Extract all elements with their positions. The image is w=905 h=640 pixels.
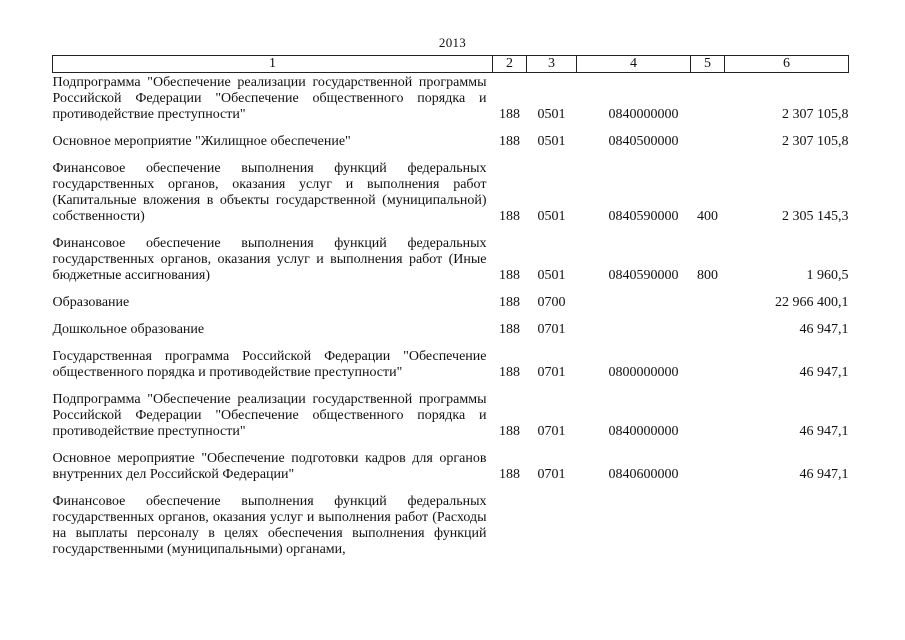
header-col-name: 1 <box>53 56 493 73</box>
row-section: 0701 <box>537 424 566 439</box>
row-target-item <box>577 295 691 322</box>
row-name: Основное мероприятие "Жилищное обеспечение" <box>52 134 351 149</box>
row-expense-type <box>691 494 725 558</box>
page-number: 2013 <box>438 35 467 50</box>
row-expense-type: 800 <box>697 268 718 283</box>
row-target-item: 0840590000 <box>608 209 679 224</box>
header-col-grbs: 2 <box>493 56 527 73</box>
row-grbs: 188 <box>499 467 520 482</box>
row-section: 0501 <box>537 107 566 122</box>
row-name: Дошкольное образование <box>52 322 205 337</box>
table-body <box>53 73 849 559</box>
row-expense-type <box>691 451 725 494</box>
row-expense-type <box>691 73 725 135</box>
table-row <box>53 134 849 161</box>
row-grbs <box>493 494 527 558</box>
row-target-item <box>577 494 691 558</box>
header-col-section: 3 <box>527 56 577 73</box>
row-section: 0501 <box>537 268 566 283</box>
row-target-item: 0840600000 <box>608 467 679 482</box>
row-expense-type: 400 <box>697 209 718 224</box>
row-target-item <box>577 322 691 349</box>
table-row <box>53 236 849 295</box>
table-row <box>53 494 849 558</box>
header-col-amount: 6 <box>725 56 849 73</box>
table-row <box>53 451 849 494</box>
row-name: Подпрограмма "Обеспечение реализации государственной программы Российской Федерации "Обеспечение общественного порядка и противодействие преступности" <box>52 75 487 122</box>
row-grbs: 188 <box>499 107 520 122</box>
row-grbs: 188 <box>499 209 520 224</box>
row-amount: 2 307 105,8 <box>782 107 849 122</box>
row-amount: 2 307 105,8 <box>782 134 849 149</box>
row-expense-type <box>691 349 725 392</box>
row-name: Подпрограмма "Обеспечение реализации государственной программы Российской Федерации "Обеспечение общественного порядка и противодействие преступности" <box>52 392 487 439</box>
row-grbs: 188 <box>499 268 520 283</box>
row-section <box>527 494 577 558</box>
row-grbs: 188 <box>499 424 520 439</box>
header-row <box>53 56 849 73</box>
row-amount: 46 947,1 <box>799 365 849 380</box>
table-header <box>53 56 849 73</box>
row-grbs: 188 <box>499 365 520 380</box>
budget-table <box>52 55 849 558</box>
row-name: Финансовое обеспечение выполнения функций федеральных государственных органов, оказания услуг и выполнения работ (Расходы на выплаты персоналу в целях обеспечения выполнения функций государственными (муниципальными) органами, <box>52 494 487 557</box>
table-row <box>53 349 849 392</box>
row-section: 0700 <box>537 295 566 310</box>
row-target-item: 0840000000 <box>608 424 679 439</box>
row-section: 0701 <box>537 467 566 482</box>
row-grbs: 188 <box>499 134 520 149</box>
row-expense-type <box>691 295 725 322</box>
table-row <box>53 295 849 322</box>
row-amount: 22 966 400,1 <box>775 295 849 310</box>
row-amount: 46 947,1 <box>799 467 849 482</box>
row-target-item: 0840000000 <box>608 107 679 122</box>
row-target-item: 0800000000 <box>608 365 679 380</box>
row-expense-type <box>691 322 725 349</box>
row-name: Образование <box>52 295 130 310</box>
row-amount: 1 960,5 <box>806 268 849 283</box>
table-row <box>53 161 849 236</box>
row-grbs: 188 <box>499 322 520 337</box>
row-name: Финансовое обеспечение выполнения функций федеральных государственных органов, оказания услуг и выполнения работ (Капитальные вложения в объекты государственной (муниципальной) собственности) <box>52 161 487 224</box>
row-expense-type <box>691 392 725 451</box>
row-amount: 46 947,1 <box>799 322 849 337</box>
table-row <box>53 322 849 349</box>
table-row <box>53 392 849 451</box>
row-name: Финансовое обеспечение выполнения функций федеральных государственных органов, оказания услуг и выполнения работ (Иные бюджетные ассигнования) <box>52 236 487 283</box>
row-target-item: 0840500000 <box>608 134 679 149</box>
header-col-target-item: 4 <box>577 56 691 73</box>
row-grbs: 188 <box>499 295 520 310</box>
row-name: Основное мероприятие "Обеспечение подготовки кадров для органов внутренних дел Российской Федерации" <box>52 451 487 482</box>
row-target-item: 0840590000 <box>608 268 679 283</box>
row-section: 0501 <box>537 209 566 224</box>
row-expense-type <box>691 134 725 161</box>
row-section: 0701 <box>537 365 566 380</box>
row-amount: 2 305 145,3 <box>782 209 849 224</box>
row-amount <box>725 494 849 558</box>
row-section: 0501 <box>537 134 566 149</box>
row-name: Государственная программа Российской Федерации "Обеспечение общественного порядка и противодействие преступности" <box>52 349 487 380</box>
header-col-expense-type: 5 <box>691 56 725 73</box>
table-row <box>53 73 849 135</box>
row-section: 0701 <box>537 322 566 337</box>
row-amount: 46 947,1 <box>799 424 849 439</box>
